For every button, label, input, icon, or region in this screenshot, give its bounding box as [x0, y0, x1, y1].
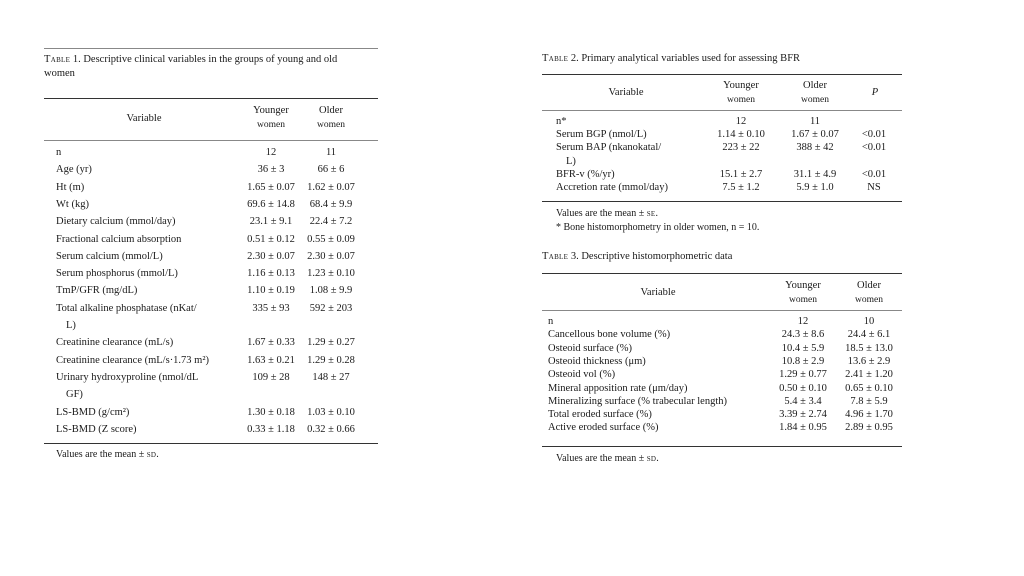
table-1-header-variable: Variable: [126, 113, 162, 124]
older-value: 2.30 ± 0.07: [307, 250, 355, 262]
older-value: 31.1 ± 4.9: [793, 168, 837, 180]
younger-value: 24.3 ± 8.6: [781, 329, 825, 341]
row-label: Total eroded surface (%): [548, 409, 652, 421]
older-value: 68.4 ± 9.9: [309, 198, 353, 210]
table-2-header-younger: Younger women: [723, 80, 759, 105]
row-label: Osteoid thickness (μm): [548, 355, 646, 367]
table-1-top-rule: [44, 48, 378, 49]
table-1-header-older: Older women: [317, 105, 345, 130]
row-label: Creatinine clearance (mL/s·1.73 m²): [56, 354, 209, 366]
row-label: Accretion rate (mmol/day): [556, 182, 668, 193]
younger-value: 12: [735, 116, 747, 127]
younger-value: 1.10 ± 0.19: [247, 285, 295, 297]
row-label: LS-BMD (g/cm²): [56, 406, 130, 418]
older-value: 388 ± 42: [796, 142, 834, 154]
p-value: <0.01: [861, 129, 887, 141]
older-value: 24.4 ± 6.1: [847, 329, 891, 341]
younger-value: 1.84 ± 0.95: [779, 422, 827, 434]
older-value: 1.23 ± 0.10: [307, 268, 355, 280]
younger-value: 109 ± 28: [252, 371, 290, 383]
row-label: Urinary hydroxyproline (nmol/dL: [56, 371, 199, 383]
p-value: NS: [867, 182, 881, 193]
younger-value: 2.30 ± 0.07: [247, 250, 295, 262]
table-2-header-rule-top: [542, 74, 902, 75]
table-2-header-older: Older women: [801, 80, 829, 105]
table-1-header-younger: Younger women: [253, 105, 289, 130]
younger-value: 1.65 ± 0.07: [247, 181, 295, 193]
older-value: 11: [325, 147, 337, 158]
younger-value: 1.29 ± 0.77: [779, 369, 827, 381]
older-value: 2.41 ± 1.20: [845, 369, 893, 381]
row-label: Ht (m): [56, 181, 85, 193]
younger-value: 5.4 ± 3.4: [784, 395, 822, 407]
younger-value: 0.33 ± 1.18: [247, 423, 295, 435]
older-value: 1.62 ± 0.07: [307, 181, 355, 193]
row-label: n*: [556, 116, 567, 127]
older-value: 11: [809, 116, 821, 127]
table-2-footnote-histomorphometry: * Bone histomorphometry in older women, n = 10.: [556, 222, 760, 233]
row-label: Serum phosphorus (mmol/L): [56, 268, 178, 280]
table-2: [542, 48, 902, 238]
table-1-footnote: Values are the mean ± sd.: [56, 449, 160, 460]
table-3-header-variable: Variable: [640, 287, 676, 298]
younger-value: 7.5 ± 1.2: [722, 182, 760, 193]
older-value: 7.8 ± 5.9: [850, 395, 888, 407]
older-value: 66 ± 6: [317, 164, 345, 176]
older-value: 5.9 ± 1.0: [796, 182, 834, 193]
older-value: 0.65 ± 0.10: [845, 382, 893, 394]
row-label: Total alkaline phosphatase (nKat/: [56, 302, 197, 314]
row-label: LS-BMD (Z score): [56, 423, 137, 435]
younger-value: 0.51 ± 0.12: [247, 233, 295, 245]
younger-value: 69.6 ± 14.8: [247, 198, 295, 210]
row-label: Fractional calcium absorption: [56, 233, 182, 245]
younger-value: 1.14 ± 0.10: [717, 129, 765, 141]
table-2-header-p: P: [871, 87, 879, 98]
table-1-header-rule-bottom: [44, 140, 378, 141]
older-value: 148 ± 27: [312, 371, 350, 383]
row-label: Cancellous bone volume (%): [548, 329, 671, 341]
p-value: <0.01: [861, 142, 887, 154]
table-2-caption: Table 2. Primary analytical variables used for assessing BFR: [542, 53, 801, 64]
row-label: Osteoid vol (%): [548, 369, 616, 381]
older-value: 4.96 ± 1.70: [845, 409, 893, 421]
table-2-bottom-rule: [542, 201, 902, 202]
younger-value: 10.8 ± 2.9: [781, 355, 825, 367]
row-label: n: [56, 147, 62, 158]
older-value: 10: [863, 316, 875, 327]
older-value: 22.4 ± 7.2: [309, 216, 353, 228]
older-value: 0.32 ± 0.66: [307, 423, 355, 435]
table-3-caption: Table 3. Descriptive histomorphometric data: [542, 251, 733, 262]
older-value: 592 ± 203: [309, 302, 353, 314]
younger-value: 1.67 ± 0.33: [247, 337, 295, 349]
younger-value: 1.63 ± 0.21: [247, 354, 295, 366]
row-label: BFR-v (%/yr): [556, 168, 615, 180]
younger-value: 3.39 ± 2.74: [779, 409, 827, 421]
row-label: Creatinine clearance (mL/s): [56, 337, 174, 349]
younger-value: 15.1 ± 2.7: [719, 168, 763, 180]
table-3-header-older: Older women: [855, 280, 883, 305]
older-value: 13.6 ± 2.9: [847, 355, 891, 367]
older-value: 1.67 ± 0.07: [791, 129, 839, 141]
table-3: [542, 246, 902, 476]
younger-value: 12: [265, 147, 277, 158]
row-label: Serum BGP (nmol/L): [556, 129, 647, 141]
younger-value: 223 ± 22: [722, 142, 760, 154]
younger-value: 12: [797, 316, 809, 327]
row-label: Serum BAP (nkanokatal/: [556, 142, 662, 154]
table-1: [44, 48, 378, 468]
table-1-bottom-rule: [44, 443, 378, 444]
table-3-header-rule-bottom: [542, 310, 902, 311]
younger-value: 335 ± 93: [252, 302, 290, 314]
table-1-header-rule-top: [44, 98, 378, 99]
older-value: 0.55 ± 0.09: [307, 233, 355, 245]
table-2-footnote-mean: Values are the mean ± se.: [556, 208, 659, 219]
table-3-bottom-rule: [542, 446, 902, 447]
younger-value: 36 ± 3: [257, 164, 285, 176]
row-label: n: [548, 316, 554, 327]
table-3-header-rule-top: [542, 273, 902, 274]
older-value: 1.29 ± 0.27: [307, 337, 355, 349]
row-label: Age (yr): [56, 164, 92, 176]
table-3-footnote: Values are the mean ± sd.: [556, 453, 660, 464]
table-1-caption: Table 1. Descriptive clinical variables in the groups of young and old women: [44, 54, 338, 79]
p-value: <0.01: [861, 168, 887, 180]
older-value: 18.5 ± 13.0: [845, 342, 893, 354]
row-label-continued: L): [66, 320, 76, 331]
row-label: TmP/GFR (mg/dL): [56, 285, 138, 297]
row-label-continued: L): [566, 155, 576, 167]
row-label: Serum calcium (mmol/L): [56, 250, 163, 262]
row-label: Mineralizing surface (% trabecular length): [548, 395, 727, 407]
table-2-header-rule-bottom: [542, 110, 902, 111]
row-label-continued: GF): [66, 389, 83, 401]
older-value: 1.03 ± 0.10: [307, 406, 355, 418]
row-label: Dietary calcium (mmol/day): [56, 216, 176, 228]
table-2-header-variable: Variable: [608, 87, 644, 98]
row-label: Wt (kg): [56, 198, 89, 210]
younger-value: 1.30 ± 0.18: [247, 406, 295, 418]
table-3-header-younger: Younger women: [785, 280, 821, 305]
older-value: 1.29 ± 0.28: [307, 354, 355, 366]
row-label: Mineral apposition rate (μm/day): [548, 382, 688, 394]
younger-value: 23.1 ± 9.1: [249, 216, 293, 228]
younger-value: 1.16 ± 0.13: [247, 268, 295, 280]
row-label: Osteoid surface (%): [548, 342, 632, 354]
older-value: 2.89 ± 0.95: [845, 422, 893, 434]
younger-value: 0.50 ± 0.10: [779, 382, 827, 394]
row-label: Active eroded surface (%): [548, 422, 659, 434]
younger-value: 10.4 ± 5.9: [781, 342, 825, 354]
older-value: 1.08 ± 9.9: [309, 285, 353, 297]
